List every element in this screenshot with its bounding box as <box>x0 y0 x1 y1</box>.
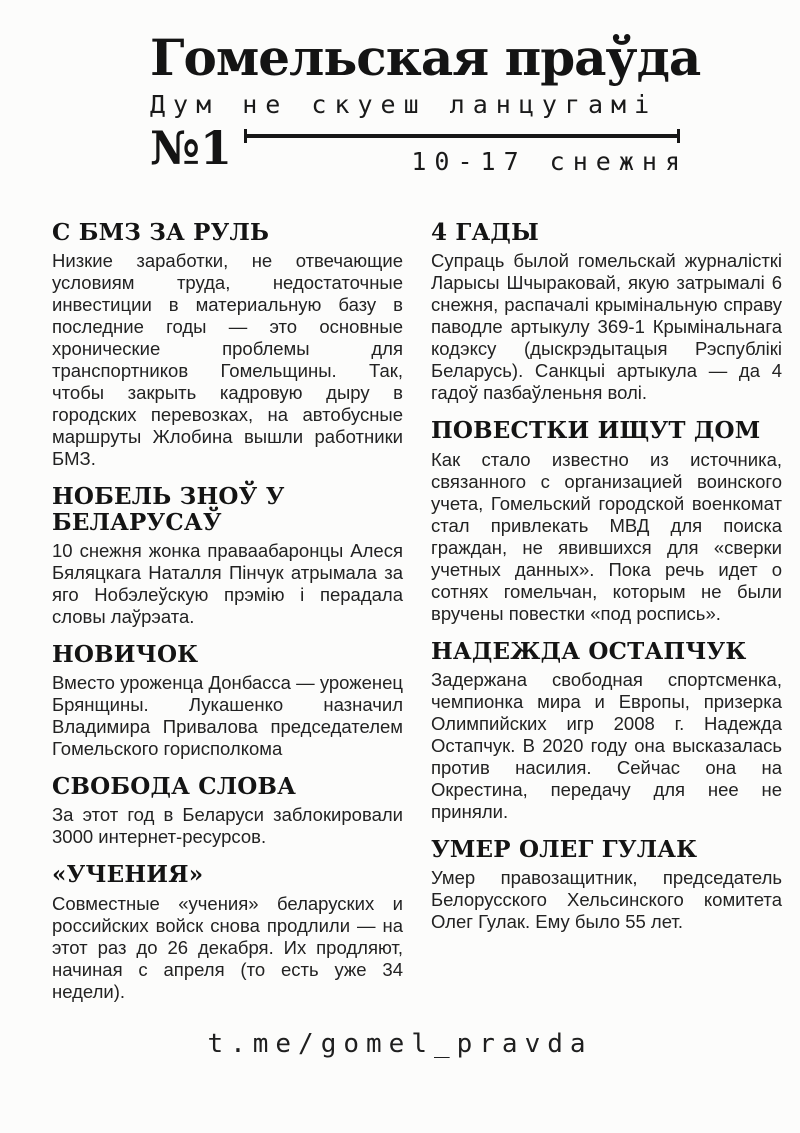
article-headline: СВОБОДА СЛОВА <box>52 773 297 801</box>
telegram-link[interactable]: t.me/gomel_pravda <box>207 1028 593 1059</box>
issue-date-range: 10-17 снежня <box>411 147 688 176</box>
article-headline: УМЕР ОЛЕГ ГУЛАК <box>431 835 698 863</box>
article-body: Совместные «учения» беларуских и российских войск снова продлили — на этот раз до 26 декабря. Их продляют, начиная с апреля (то есть уже 34 недели). <box>52 892 403 1002</box>
article-body: Умер правозащитник, председатель Белорусского Хельсинского комитета Олег Гулак. Ему было 55 лет. <box>431 867 782 933</box>
article-headline: ПОВЕСТКИ ИЩУТ ДОМ <box>431 417 761 445</box>
article-ucheniya <box>52 862 403 1002</box>
article-headline: НАДЕЖДА ОСТАПЧУК <box>431 637 747 665</box>
article-body: Супраць былой гомельскай журналісткі Ларысы Шчыраковай, якую затрымалі 6 снежня, распачалі крымінальную справу паводле артыкулу 369-1 Крымінальнага кодэксу (дыскрэдытацыя Рэспублікі Беларусь). Санкцыі артыкула — да 4 гадоў пазбаўленьня волі. <box>431 250 782 404</box>
article-columns <box>0 220 800 1003</box>
article-headline: 4 ГАДЫ <box>431 219 539 246</box>
article-headline: «УЧЕНИЯ» <box>52 861 204 889</box>
article-headline: НОВИЧОК <box>52 640 199 668</box>
article-body: Низкие заработки, не отвечающие условиям труда, недостаточные инвестиции в материальную базу в последние годы — это основные хронические проблемы для транспортников Гомельщины. Так, чтобы закрыть кадровую дыру в городских перевозках, на автобусные маршруты Жлобина вышли работники БМЗ. <box>52 250 403 470</box>
article-body: 10 снежня жонка праваабаронцы Алеся Бяляцкага Наталля Пінчук атрымала за яго Нобэлеўскую прэмію і перадала словы лаўрэата. <box>52 539 403 627</box>
masthead-rule <box>244 134 680 138</box>
article-body: Вместо уроженца Донбасса — уроженец Брянщины. Лукашенко назначил Владимира Привалова председателем Гомельского горисполкома <box>52 672 403 760</box>
article-povestki <box>431 418 782 624</box>
rule-column <box>244 129 688 176</box>
page-footer <box>0 1029 800 1059</box>
issue-number: №1 <box>150 121 233 175</box>
article-bmz <box>52 220 403 470</box>
article-body: Задержана свободная спортсменка, чемпионка мира и Европы, призерка Олимпийских игр 2008 г. Надежда Остапчук. В 2020 году она высказалась против насилия. Сейчас она на Окрестина, передачу для нее не приняли. <box>431 668 782 822</box>
newspaper-title: Гомельская праўда <box>150 28 701 87</box>
article-headline: НОБЕЛЬ ЗНОЎ У БЕЛАРУСАЎ <box>52 483 285 536</box>
masthead <box>150 28 701 176</box>
article-gulak <box>431 837 782 933</box>
article-headline: С БМЗ ЗА РУЛЬ <box>52 219 270 246</box>
article-nobel <box>52 484 403 628</box>
right-column <box>431 220 782 1003</box>
article-4-gady <box>431 220 782 404</box>
article-body: Как стало известно из источника, связанного с организацией воинского учета, Гомельский городской военкомат стал привлекать МВД для поиска граждан, не явившихся для «сверки учетных данных». Пока речь идет о сотнях гомельчан, которым не были вручены повестки «под роспись». <box>431 448 782 624</box>
masthead-subtitle: Дум не скуеш ланцугамі <box>150 90 658 119</box>
article-novichok <box>52 642 403 760</box>
article-ostapchuk <box>431 639 782 823</box>
article-body: За этот год в Беларуси заблокировали 3000 интернет-ресурсов. <box>52 804 403 848</box>
issue-row <box>150 121 688 176</box>
article-svoboda-slova <box>52 774 403 848</box>
left-column <box>52 220 403 1003</box>
